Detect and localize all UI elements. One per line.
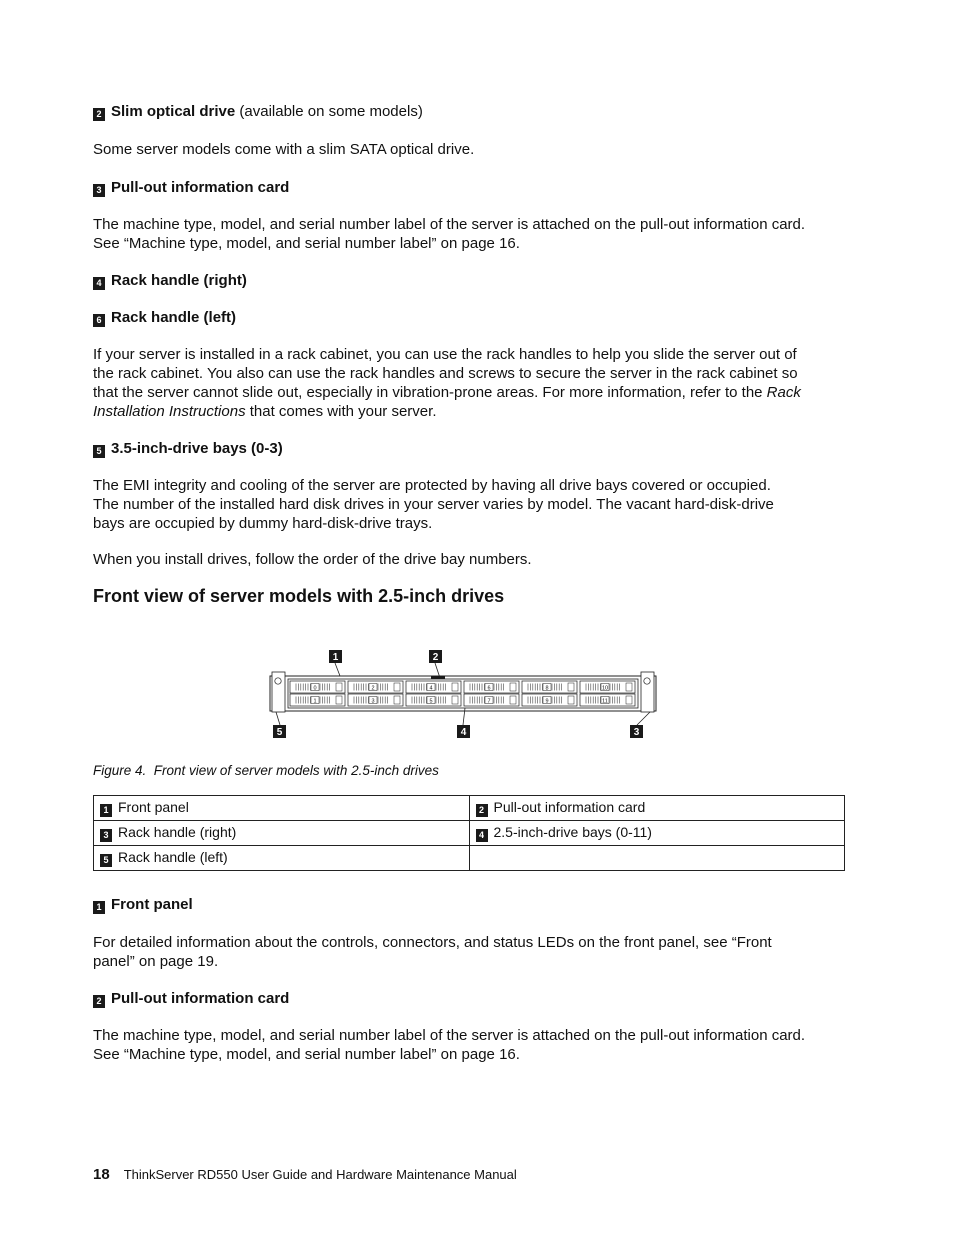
legend-cell: 5 Rack handle (left)	[94, 846, 470, 871]
svg-text:3: 3	[633, 727, 640, 738]
drive-bay-10	[580, 681, 635, 693]
page-footer	[93, 1166, 517, 1183]
drive-bay-6	[464, 681, 519, 693]
table-row	[94, 796, 845, 821]
heading-front-panel: 1 Front panel	[93, 895, 845, 914]
legend-cell-empty	[469, 846, 845, 871]
drive-bay-number: 3	[371, 698, 375, 705]
table-row	[94, 846, 845, 871]
heading-slim-optical-drive: 2 Slim optical drive (available on some models)	[93, 102, 845, 121]
section-title: Front view of server models with 2.5-inch drives	[93, 586, 505, 606]
drive-bay-number: 7	[487, 698, 491, 705]
callout-1	[329, 650, 342, 676]
drive-bay-1	[290, 694, 345, 706]
drive-bay-number: 1	[313, 698, 317, 705]
callout-2	[429, 650, 442, 678]
paragraph: The EMI integrity and cooling of the server are protected by having all drive bays covered or occupied. The number of the installed hard disk drives in your server varies by model. The vacant hard-disk-drive bays are occupied by dummy hard-disk-drive trays.	[93, 477, 774, 532]
legend-cell: 2 Pull-out information card	[469, 796, 845, 821]
paragraph: The machine type, model, and serial number label of the server is attached on the pull-out information card. See “Machine type, model, and serial number label” on page 16.	[93, 1027, 806, 1063]
drive-bay-number: 4	[429, 685, 433, 692]
callout-badge: 1	[93, 901, 105, 914]
heading-pull-out-card-2: 2 Pull-out information card	[93, 989, 845, 1008]
drive-bay-number: 6	[487, 685, 491, 692]
table-row	[94, 821, 845, 846]
drive-bay-number: 10	[601, 685, 609, 692]
drive-bay-number: 8	[545, 685, 549, 692]
drive-bay-number: 0	[313, 685, 317, 692]
drive-bay-11	[580, 694, 635, 706]
paragraph: The machine type, model, and serial number label of the server is attached on the pull-out information card. See “Machine type, model, and serial number label” on page 16.	[93, 216, 806, 252]
svg-text:2: 2	[432, 652, 439, 663]
paragraph: For detailed information about the controls, connectors, and status LEDs on the front panel, see “Front panel” on page 19.	[93, 934, 772, 970]
drive-bay-3	[348, 694, 403, 706]
callout-badge: 6	[93, 314, 105, 327]
callout-badge: 5	[93, 445, 105, 458]
drive-bay-number: 2	[371, 685, 375, 692]
callout-badge: 3	[93, 184, 105, 197]
drive-bay-number: 5	[429, 698, 433, 705]
paragraph: Some server models come with a slim SATA optical drive.	[93, 141, 475, 158]
callout-4	[457, 708, 470, 738]
callout-badge: 2	[93, 995, 105, 1008]
pull-out-card	[431, 676, 445, 679]
svg-text:4: 4	[460, 727, 467, 738]
callout-badge: 2	[93, 108, 105, 121]
heading-rack-handle-right: 4 Rack handle (right)	[93, 271, 845, 290]
drive-bay-9	[522, 694, 577, 706]
legend-cell: 3 Rack handle (right)	[94, 821, 470, 846]
svg-text:5: 5	[276, 727, 283, 738]
callout-3	[630, 712, 650, 738]
manual-title: ThinkServer RD550 User Guide and Hardware Maintenance Manual	[123, 1167, 517, 1182]
figure-caption: Figure 4. Front view of server models with 2.5-inch drives	[93, 763, 439, 778]
drive-bay-2	[348, 681, 403, 693]
drive-bay-5	[406, 694, 461, 706]
paragraph: When you install drives, follow the order of the drive bay numbers.	[93, 551, 532, 568]
server-front-view-figure	[268, 646, 668, 742]
legend-table	[93, 795, 845, 871]
paragraph: If your server is installed in a rack cabinet, you can use the rack handles to help you slide the server out of the rack cabinet. You also can use the rack handles and screws to secure the server in the rack cabinet so that the server cannot slide out, especially in vibration-prone areas. For more information, refer to the Rack Installation Instructions that comes with your server.	[93, 346, 801, 420]
heading-drive-bays: 5 3.5-inch-drive bays (0-3)	[93, 439, 845, 458]
page-number: 18	[93, 1166, 110, 1183]
legend-cell: 1 Front panel	[94, 796, 470, 821]
svg-text:1: 1	[332, 652, 339, 663]
drive-bay-4	[406, 681, 461, 693]
callout-badge: 4	[93, 277, 105, 290]
callout-5	[273, 712, 286, 738]
drive-bay-number: 11	[602, 698, 608, 705]
drive-bay-0	[290, 681, 345, 693]
drive-bay-8	[522, 681, 577, 693]
heading-pull-out-card: 3 Pull-out information card	[93, 178, 845, 197]
heading-rack-handle-left: 6 Rack handle (left)	[93, 308, 845, 327]
legend-cell: 4 2.5-inch-drive bays (0-11)	[469, 821, 845, 846]
drive-bay-number: 9	[545, 698, 549, 705]
drive-bay-7	[464, 694, 519, 706]
